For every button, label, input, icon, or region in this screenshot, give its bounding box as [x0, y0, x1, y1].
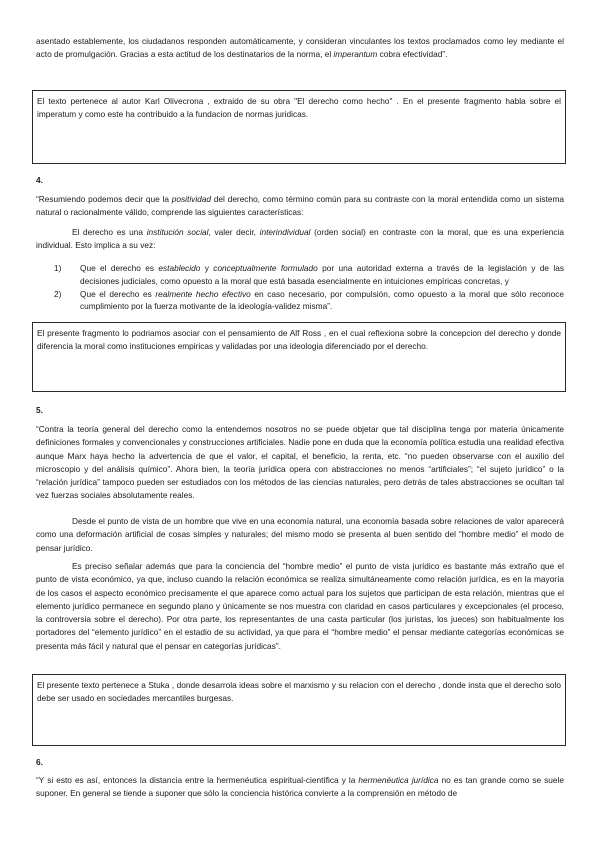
emphasis-text: institución social	[146, 227, 209, 237]
list-item: 1) Que el derecho es establecido y conceptualmente formulado por una autoridad externa a través de la legislación y de las decisiones judiciales, como opuesto a la moral que está basada esencialmente en intuiciones empíricas concretas, y	[54, 263, 565, 286]
answer-box-4[interactable]	[32, 322, 566, 392]
emphasis-text: imperantum	[333, 49, 378, 60]
text-line: asentado establemente, los ciudadanos responden automáticamente, y consideran vinculantes los textos proclamados como ley	[36, 36, 518, 46]
emphasis-text: positividad	[171, 194, 212, 204]
emphasis-text: interindividual	[259, 227, 311, 237]
emphasis-text: hermenéutica jurídica	[358, 775, 439, 785]
text-line: cobra efectividad”.	[377, 49, 448, 60]
question-number-4: 4.	[36, 175, 43, 185]
quote-paragraph: “Contra la teoría general del derecho como la entendemos nosotros no se puede objetar que tal disciplina tenga por materia únicamente definiciones formales y convencionales y construcciones artificiales. Nadie pone en duda que la economía política estudia una realidad efectiva aunque Marx haya hecho la advertencia de que el valor, el capital, el beneficio, la renta, etc. “no pueden observarse con el auxilio del microscopio y del análisis químico”. Ahora bien, la teoría jurídica opera con abstracciones no menos “artificiales”; “el sujeto jurídico” o la “relación jurídica” tampoco pueden ser estudiados con los métodos de las ciencias naturales, pero detrás de tales abstracciones se ocultan tal vez fuerzas sociales absolutamente reales.	[36, 424, 564, 501]
quote-paragraph: “Y si esto es así, entonces la distancia entre la hermenéutica espiritual-científica y la hermenéutica jurídica no es tan grande como se suele suponer. En general se tiende a suponer que sólo la conciencia histórica convierte a la comprensión en método de	[36, 775, 564, 799]
list-item: 2) Que el derecho es realmente hecho efectivo en caso necesario, por compulsión, como opuesto a la moral que sólo reconoce cumplimiento por la fuerza motivante de la ideología-validez misma”.	[54, 288, 564, 312]
question-number-5: 5.	[36, 405, 43, 415]
answer-box-3[interactable]	[32, 90, 566, 164]
quote-paragraph: Desde el punto de vista de un hombre que vive en una economía natural, una economía basada sobre relaciones de valor aparecerá como una deformación artificial de cosas simples y naturales; del mismo modo se presenta al buen sentido del “hombre medio” el modo de pensar jurídico.	[36, 516, 564, 553]
quote-paragraph: “Resumiendo podemos decir que la positividad del derecho, como término común para su contraste con la moral entendida como un sistema natural o racionalmente válido, comprende las siguientes características:	[36, 194, 564, 218]
answer-text: El presente fragmento lo podriamos asociar con el pensamiento de Alf Ross , en el cual reflexiona sobre la concepcion del derecho y donde diferencia la moral como instituciones empiricas y validadas por una ideologia diferenciado por el derecho.	[37, 328, 561, 351]
quote-paragraph: El derecho es una institución social, valer decir, interindividual (orden social) en contraste con la moral, que es una experiencia individual. Esto implica a su vez:	[36, 227, 564, 251]
text-line: mediante el acto de promulgación. Gracias a esta actitud de los destinatarios de la norma, el	[36, 36, 564, 60]
continuation-paragraph	[36, 35, 564, 62]
quote-paragraph: Es preciso señalar además que para la conciencia del “hombre medio” el punto de vista jurídico es bastante más extraño que el punto de vista económico, ya que, incluso cuando la relación económica se realiza simultáneamente como relación jurídica, es en la mayoría de los casos el aspecto económico precisamente el que aparece como actual para los sujetos que participan de esta relación, mientras que el elemento jurídico permanece en segundo plano y únicamente se nos muestra con claridad en casos particulares y excepcionales (el proceso, la controversia sobre el derecho). Por otra parte, los representantes de una casta particular (los juristas, los jueces) son habitualmente los portadores del “elemento jurídico” en el estadio de su actividad, ya que para el “hombre medio” el pensar mediante categorías económicas se presenta más fácil y natural que el pensar en categorías jurídicas”.	[36, 561, 564, 651]
answer-text: El presente texto pertenece a Stuka , donde desarrola ideas sobre el marxismo y su relacion con el derecho , donde insta que el derecho solo debe ser usado en sociedades mercantiles burgesas.	[37, 680, 561, 703]
numbered-list	[54, 262, 564, 313]
question-number-6: 6.	[36, 757, 43, 767]
answer-box-5[interactable]	[32, 674, 566, 746]
answer-text: El texto pertenece al autor Karl Olivecrona , extraido de su obra "El derecho como hecho" . En el presente fragmento habla sobre el imperatum y como este ha contribuido a la fundacion de normas juridicas.	[37, 96, 561, 119]
